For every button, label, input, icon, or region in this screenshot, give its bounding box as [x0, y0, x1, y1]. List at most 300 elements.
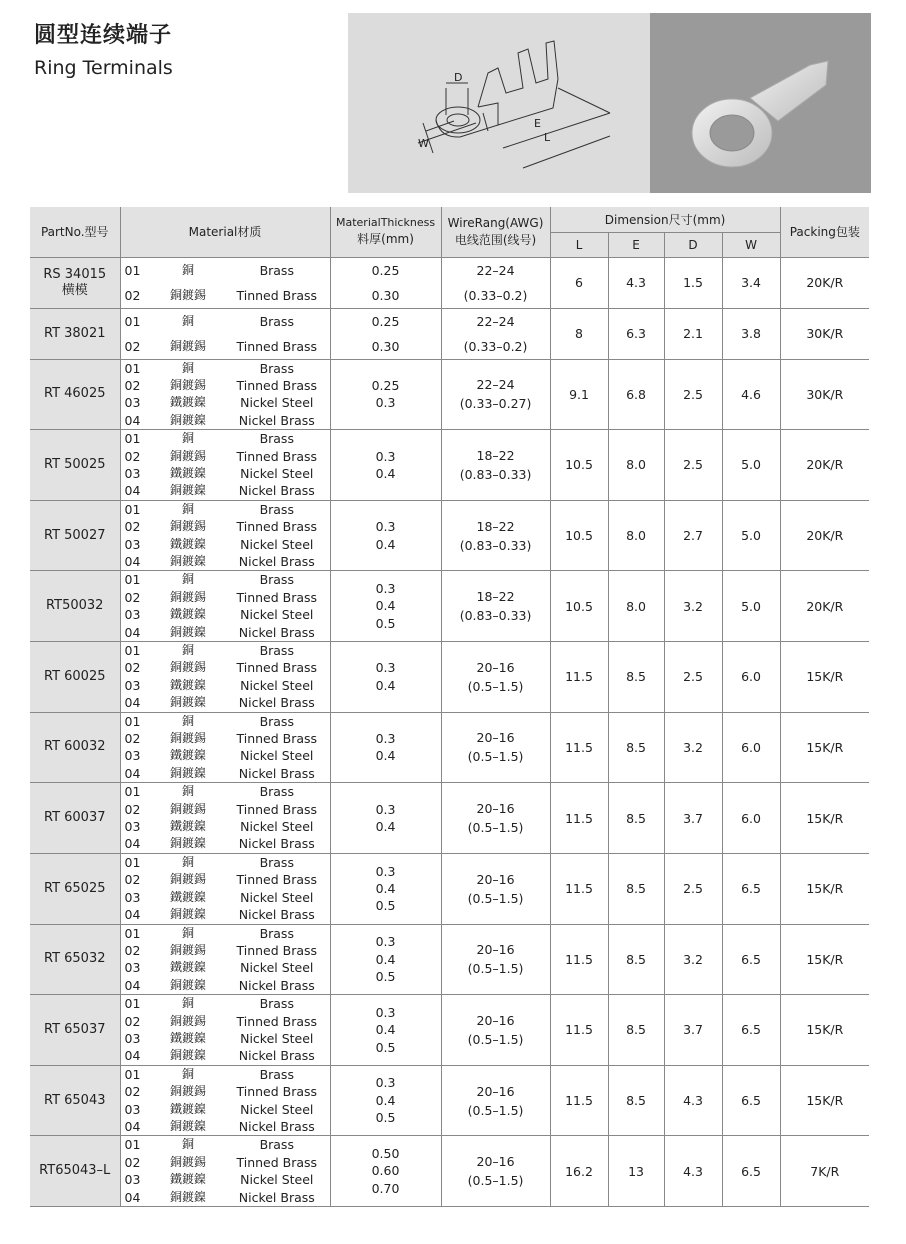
cn-line: 銅鍍錫 — [169, 872, 206, 887]
material-en-cell — [220, 1136, 330, 1207]
header-dim-e: E — [608, 232, 664, 257]
material-cn-cell — [156, 642, 220, 713]
wire-range-cell — [441, 359, 550, 430]
thick-line: 0.5 — [375, 615, 396, 631]
dimension-d-cell: 1.5 — [664, 257, 722, 308]
codes-line: 03 — [124, 395, 141, 411]
en-line: Brass — [259, 431, 294, 447]
dimension-d-cell: 3.2 — [664, 712, 722, 783]
thick-line: 0.3 — [375, 660, 396, 676]
codes-line: 03 — [124, 607, 141, 623]
codes-line: 04 — [124, 553, 141, 569]
thick-line: 0.4 — [375, 819, 396, 835]
codes-line: 02 — [124, 1154, 141, 1170]
terminal-dimension-diagram — [348, 13, 650, 193]
dimension-w-cell: 5.0 — [722, 500, 780, 571]
cn-line: 銅鍍鎳 — [169, 1189, 206, 1204]
material-en-cell — [220, 571, 330, 642]
ring-terminal-photo-icon — [650, 13, 871, 193]
codes-line: 01 — [124, 925, 141, 941]
en-line: Tinned Brass — [236, 801, 318, 817]
thick-line: 0.3 — [375, 581, 396, 597]
codes-line: 03 — [124, 748, 141, 764]
material-en-cell — [220, 1065, 330, 1136]
cn-line: 銅鍍鎳 — [169, 1048, 206, 1063]
cn-line: 銅鍍錫 — [169, 377, 206, 392]
en-line: Tinned Brass — [236, 589, 318, 605]
cn-line: 銅 — [181, 1137, 194, 1152]
material-cn-cell — [156, 924, 220, 995]
codes-line: 04 — [124, 483, 141, 499]
dimension-e-cell: 8.5 — [608, 712, 664, 783]
thick-line: 0.4 — [375, 1092, 396, 1108]
thickness-cell — [330, 1065, 441, 1136]
cn-line: 銅鍍鎳 — [169, 624, 206, 639]
dimension-d-cell: 4.3 — [664, 1136, 722, 1207]
en-line: Tinned Brass — [236, 1154, 318, 1170]
packing-cell: 30K/R — [780, 308, 869, 359]
thick-line: 0.4 — [375, 465, 396, 481]
wire-range-cell — [441, 783, 550, 854]
dimension-w-cell: 6.0 — [722, 642, 780, 713]
table-row — [30, 500, 869, 571]
part-number-cell — [30, 924, 120, 995]
wire-range-cell — [441, 853, 550, 924]
dimension-l-cell: 11.5 — [550, 853, 608, 924]
table-header — [30, 207, 869, 257]
codes-line: 03 — [124, 960, 141, 976]
wire-line: (0.5–1.5) — [467, 890, 524, 906]
en-line: Brass — [259, 501, 294, 517]
thickness-cell — [330, 642, 441, 713]
thick-line: 0.3 — [375, 801, 396, 817]
cn-line: 銅鍍鎳 — [169, 695, 206, 710]
dimension-w-cell: 4.6 — [722, 359, 780, 430]
codes-line: 01 — [124, 784, 141, 800]
wire-line: 20–16 — [476, 801, 515, 817]
dimension-l-cell: 16.2 — [550, 1136, 608, 1207]
dimension-w-cell: 6.5 — [722, 1065, 780, 1136]
cn-line: 銅鍍鎳 — [169, 412, 206, 427]
part-number-cell — [30, 359, 120, 430]
material-code-cell — [120, 308, 156, 359]
packing-cell: 15K/R — [780, 924, 869, 995]
thick-line: 0.3 — [375, 395, 396, 411]
diagram-label-l: L — [544, 131, 551, 144]
thick-line: 0.25 — [371, 313, 400, 329]
material-code-cell — [120, 257, 156, 308]
en-line: Nickel Steel — [240, 536, 314, 552]
thickness-cell — [330, 500, 441, 571]
en-line: Nickel Steel — [240, 395, 314, 411]
header-wire-en: WireRang(AWG) — [447, 215, 544, 230]
page-title-en: Ring Terminals — [34, 57, 173, 79]
dimension-l-cell: 8 — [550, 308, 608, 359]
thick-line: 0.25 — [371, 262, 400, 278]
wire-line: 18–22 — [476, 589, 515, 605]
cn-line: 銅 — [181, 996, 194, 1011]
cn-line: 銅鍍鎳 — [169, 836, 206, 851]
codes-line: 04 — [124, 1118, 141, 1134]
dimension-d-cell: 2.5 — [664, 853, 722, 924]
packing-cell: 20K/R — [780, 430, 869, 501]
en-line: Nickel Brass — [238, 553, 315, 569]
cn-line: 鐵鍍鎳 — [169, 607, 206, 622]
material-cn-cell — [156, 500, 220, 571]
thick-line: 0.30 — [371, 338, 400, 354]
en-line: Tinned Brass — [236, 872, 318, 888]
wire-line: (0.5–1.5) — [467, 961, 524, 977]
codes-line: 02 — [124, 338, 141, 354]
material-en-cell — [220, 642, 330, 713]
en-line: Nickel Brass — [238, 765, 315, 781]
part-number-cell — [30, 642, 120, 713]
thickness-cell — [330, 712, 441, 783]
codes-line: 04 — [124, 977, 141, 993]
thick-line: 0.3 — [375, 1075, 396, 1091]
material-cn-cell — [156, 712, 220, 783]
dimension-d-cell: 2.5 — [664, 430, 722, 501]
material-cn-cell — [156, 853, 220, 924]
cn-line: 銅鍍鎳 — [169, 1118, 206, 1133]
thick-line: 0.3 — [375, 731, 396, 747]
thickness-cell — [330, 359, 441, 430]
header-dim-w: W — [722, 232, 780, 257]
dimension-e-cell: 8.5 — [608, 642, 664, 713]
dimension-w-cell: 6.5 — [722, 924, 780, 995]
wire-line: (0.5–1.5) — [467, 1102, 524, 1118]
header-thickness-en: MaterialThickness — [336, 216, 436, 230]
codes-line: 01 — [124, 313, 141, 329]
en-line: Brass — [259, 854, 294, 870]
part-number: RT 60025 — [43, 668, 106, 684]
en-line: Brass — [259, 572, 294, 588]
wire-line: (0.5–1.5) — [467, 1031, 524, 1047]
table-row — [30, 924, 869, 995]
dimension-e-cell: 8.5 — [608, 924, 664, 995]
en-line: Nickel Steel — [240, 889, 314, 905]
dimension-w-cell: 6.0 — [722, 712, 780, 783]
dimension-w-cell: 6.0 — [722, 783, 780, 854]
part-number: RT 60037 — [43, 810, 106, 826]
part-number-cell — [30, 1136, 120, 1207]
cn-line: 銅 — [181, 854, 194, 869]
wire-line: (0.5–1.5) — [467, 1173, 524, 1189]
wire-line: (0.5–1.5) — [467, 820, 524, 836]
terminal-photo — [650, 13, 871, 193]
header-wire-cn: 电线范围(线号) — [454, 232, 537, 247]
dimension-e-cell: 8.5 — [608, 783, 664, 854]
codes-line: 01 — [124, 360, 141, 376]
wire-range-cell — [441, 257, 550, 308]
thick-line: 0.4 — [375, 1022, 396, 1038]
en-line: Brass — [259, 713, 294, 729]
en-line: Nickel Steel — [240, 1172, 314, 1188]
wire-range-cell — [441, 1065, 550, 1136]
dimension-e-cell: 8.5 — [608, 995, 664, 1066]
thick-line: 0.4 — [375, 677, 396, 693]
dimension-e-cell: 6.8 — [608, 359, 664, 430]
dimension-l-cell: 10.5 — [550, 500, 608, 571]
part-number-cell — [30, 308, 120, 359]
table-row — [30, 257, 869, 308]
cn-line: 鐵鍍鎳 — [169, 395, 206, 410]
cn-line: 銅 — [181, 431, 194, 446]
dimension-d-cell: 4.3 — [664, 1065, 722, 1136]
wire-line: 20–16 — [476, 1012, 515, 1028]
dimension-w-cell: 3.8 — [722, 308, 780, 359]
cn-line: 銅 — [181, 262, 194, 277]
terminal-drawing-icon — [348, 13, 650, 193]
cn-line: 銅 — [181, 1066, 194, 1081]
material-code-cell — [120, 500, 156, 571]
wire-line: 20–16 — [476, 871, 515, 887]
thick-line: 0.5 — [375, 1039, 396, 1055]
dimension-e-cell: 6.3 — [608, 308, 664, 359]
wire-line: 20–16 — [476, 730, 515, 746]
dimension-l-cell: 11.5 — [550, 924, 608, 995]
cn-line: 銅 — [181, 360, 194, 375]
packing-cell: 30K/R — [780, 359, 869, 430]
thickness-cell — [330, 1136, 441, 1207]
cn-line: 鐵鍍鎳 — [169, 1101, 206, 1116]
en-line: Nickel Brass — [238, 1189, 315, 1205]
dimension-w-cell: 3.4 — [722, 257, 780, 308]
en-line: Brass — [259, 1137, 294, 1153]
wire-line: 22–24 — [476, 377, 515, 393]
codes-line: 02 — [124, 1013, 141, 1029]
material-code-cell — [120, 1136, 156, 1207]
en-line: Nickel Steel — [240, 748, 314, 764]
wire-range-cell — [441, 500, 550, 571]
table-row — [30, 642, 869, 713]
cn-line: 銅鍍鎳 — [169, 483, 206, 498]
codes-line: 02 — [124, 287, 141, 303]
codes-line: 04 — [124, 907, 141, 923]
dimension-d-cell: 3.2 — [664, 924, 722, 995]
material-en-cell — [220, 359, 330, 430]
thick-line: 0.60 — [371, 1163, 400, 1179]
cn-line: 銅 — [181, 784, 194, 799]
part-number-cell — [30, 571, 120, 642]
cn-line: 銅鍍鎳 — [169, 977, 206, 992]
cn-line: 銅鍍錫 — [169, 1013, 206, 1028]
wire-line: 20–16 — [476, 942, 515, 958]
wire-line: 22–24 — [476, 262, 515, 278]
header-thickness-cn: 料厚(mm) — [357, 232, 414, 247]
packing-cell: 20K/R — [780, 500, 869, 571]
codes-line: 02 — [124, 801, 141, 817]
en-line: Brass — [259, 1066, 294, 1082]
dimension-e-cell: 13 — [608, 1136, 664, 1207]
material-code-cell — [120, 712, 156, 783]
material-code-cell — [120, 430, 156, 501]
thick-line: 0.50 — [371, 1146, 400, 1162]
en-line: Nickel Steel — [240, 677, 314, 693]
wire-line: (0.33–0.2) — [463, 338, 528, 354]
dimension-d-cell: 2.1 — [664, 308, 722, 359]
codes-line: 04 — [124, 695, 141, 711]
table-row — [30, 995, 869, 1066]
en-line: Tinned Brass — [236, 660, 318, 676]
codes-line: 01 — [124, 854, 141, 870]
part-number: 横模 — [61, 282, 88, 298]
material-cn-cell — [156, 430, 220, 501]
cn-line: 銅鍍錫 — [169, 338, 206, 353]
cn-line: 銅鍍錫 — [169, 1154, 206, 1169]
table-row — [30, 308, 869, 359]
en-line: Tinned Brass — [236, 519, 318, 535]
codes-line: 04 — [124, 412, 141, 428]
codes-line: 02 — [124, 942, 141, 958]
thick-line: 0.5 — [375, 898, 396, 914]
en-line: Tinned Brass — [236, 1084, 318, 1100]
cn-line: 銅鍍錫 — [169, 942, 206, 957]
dimension-l-cell: 10.5 — [550, 430, 608, 501]
codes-line: 04 — [124, 1189, 141, 1205]
table-row — [30, 430, 869, 501]
thick-line: 0.4 — [375, 536, 396, 552]
part-number: RS 34015 — [43, 266, 107, 282]
part-number-cell — [30, 853, 120, 924]
codes-line: 02 — [124, 377, 141, 393]
part-number-cell — [30, 430, 120, 501]
packing-cell: 15K/R — [780, 712, 869, 783]
material-code-cell — [120, 783, 156, 854]
wire-line: (0.83–0.33) — [459, 537, 532, 553]
codes-line: 03 — [124, 889, 141, 905]
codes-line: 02 — [124, 872, 141, 888]
wire-line: 18–22 — [476, 518, 515, 534]
material-en-cell — [220, 308, 330, 359]
header-packing: Packing包装 — [780, 207, 869, 257]
thick-line: 0.5 — [375, 1110, 396, 1126]
codes-line: 01 — [124, 572, 141, 588]
dimension-d-cell: 2.5 — [664, 642, 722, 713]
codes-line: 01 — [124, 501, 141, 517]
material-en-cell — [220, 995, 330, 1066]
ring-terminal-spec-table — [30, 207, 869, 1207]
en-line: Tinned Brass — [236, 448, 318, 464]
dimension-e-cell: 8.0 — [608, 430, 664, 501]
en-line: Tinned Brass — [236, 287, 318, 303]
packing-cell: 15K/R — [780, 995, 869, 1066]
en-line: Tinned Brass — [236, 377, 318, 393]
packing-cell: 15K/R — [780, 783, 869, 854]
thick-line: 0.3 — [375, 448, 396, 464]
dimension-l-cell: 10.5 — [550, 571, 608, 642]
en-line: Brass — [259, 360, 294, 376]
header-dim-d: D — [664, 232, 722, 257]
diagram-label-d: D — [454, 71, 463, 84]
dimension-w-cell: 6.5 — [722, 853, 780, 924]
wire-range-cell — [441, 571, 550, 642]
header-material: Material材质 — [120, 207, 330, 257]
en-line: Nickel Steel — [240, 960, 314, 976]
part-number: RT 65043 — [43, 1092, 106, 1108]
en-line: Nickel Brass — [238, 1048, 315, 1064]
material-cn-cell — [156, 995, 220, 1066]
material-code-cell — [120, 642, 156, 713]
wire-line: 20–16 — [476, 1154, 515, 1170]
dimension-l-cell: 11.5 — [550, 1065, 608, 1136]
en-line: Brass — [259, 313, 294, 329]
wire-range-cell — [441, 430, 550, 501]
part-number: RT 46025 — [43, 386, 106, 402]
part-number: RT 38021 — [43, 325, 106, 341]
wire-range-cell — [441, 995, 550, 1066]
wire-line: (0.5–1.5) — [467, 749, 524, 765]
part-number: RT 60032 — [43, 739, 106, 755]
dimension-d-cell: 3.7 — [664, 995, 722, 1066]
dimension-l-cell: 6 — [550, 257, 608, 308]
thick-line: 0.3 — [375, 863, 396, 879]
en-line: Nickel Brass — [238, 1118, 315, 1134]
header-dim-l: L — [550, 232, 608, 257]
material-en-cell — [220, 712, 330, 783]
thick-line: 0.4 — [375, 880, 396, 896]
cn-line: 銅 — [181, 643, 194, 657]
wire-range-cell — [441, 308, 550, 359]
packing-cell: 15K/R — [780, 853, 869, 924]
material-en-cell — [220, 853, 330, 924]
thick-line: 0.4 — [375, 951, 396, 967]
thick-line: 0.4 — [375, 598, 396, 614]
part-number: RT 50027 — [43, 527, 106, 543]
cn-line: 銅鍍錫 — [169, 519, 206, 534]
thickness-cell — [330, 571, 441, 642]
cn-line: 鐵鍍鎳 — [169, 960, 206, 975]
part-number-cell — [30, 783, 120, 854]
header-wire-range — [441, 207, 550, 257]
codes-line: 02 — [124, 1084, 141, 1100]
wire-line: (0.83–0.33) — [459, 608, 532, 624]
part-number: RT 65037 — [43, 1021, 106, 1037]
material-code-cell — [120, 571, 156, 642]
codes-line: 01 — [124, 431, 141, 447]
thickness-cell — [330, 257, 441, 308]
cn-line: 鐵鍍鎳 — [169, 889, 206, 904]
thickness-cell — [330, 783, 441, 854]
codes-line: 03 — [124, 819, 141, 835]
cn-line: 銅鍍錫 — [169, 801, 206, 816]
material-en-cell — [220, 783, 330, 854]
diagram-label-e: E — [534, 117, 541, 130]
material-cn-cell — [156, 359, 220, 430]
thickness-cell — [330, 308, 441, 359]
dimension-d-cell: 3.2 — [664, 571, 722, 642]
dimension-e-cell: 8.0 — [608, 500, 664, 571]
material-code-cell — [120, 1065, 156, 1136]
en-line: Nickel Steel — [240, 465, 314, 481]
table-row — [30, 783, 869, 854]
codes-line: 03 — [124, 1101, 141, 1117]
material-cn-cell — [156, 308, 220, 359]
part-number-cell — [30, 995, 120, 1066]
dimension-l-cell: 11.5 — [550, 783, 608, 854]
cn-line: 銅 — [181, 501, 194, 516]
material-code-cell — [120, 853, 156, 924]
thick-line: 0.4 — [375, 748, 396, 764]
en-line: Tinned Brass — [236, 731, 318, 747]
codes-line: 02 — [124, 731, 141, 747]
en-line: Nickel Steel — [240, 1101, 314, 1117]
codes-line: 02 — [124, 589, 141, 605]
wire-line: 20–16 — [476, 659, 515, 675]
dimension-w-cell: 6.5 — [722, 995, 780, 1066]
dimension-l-cell: 9.1 — [550, 359, 608, 430]
table-row — [30, 1136, 869, 1207]
